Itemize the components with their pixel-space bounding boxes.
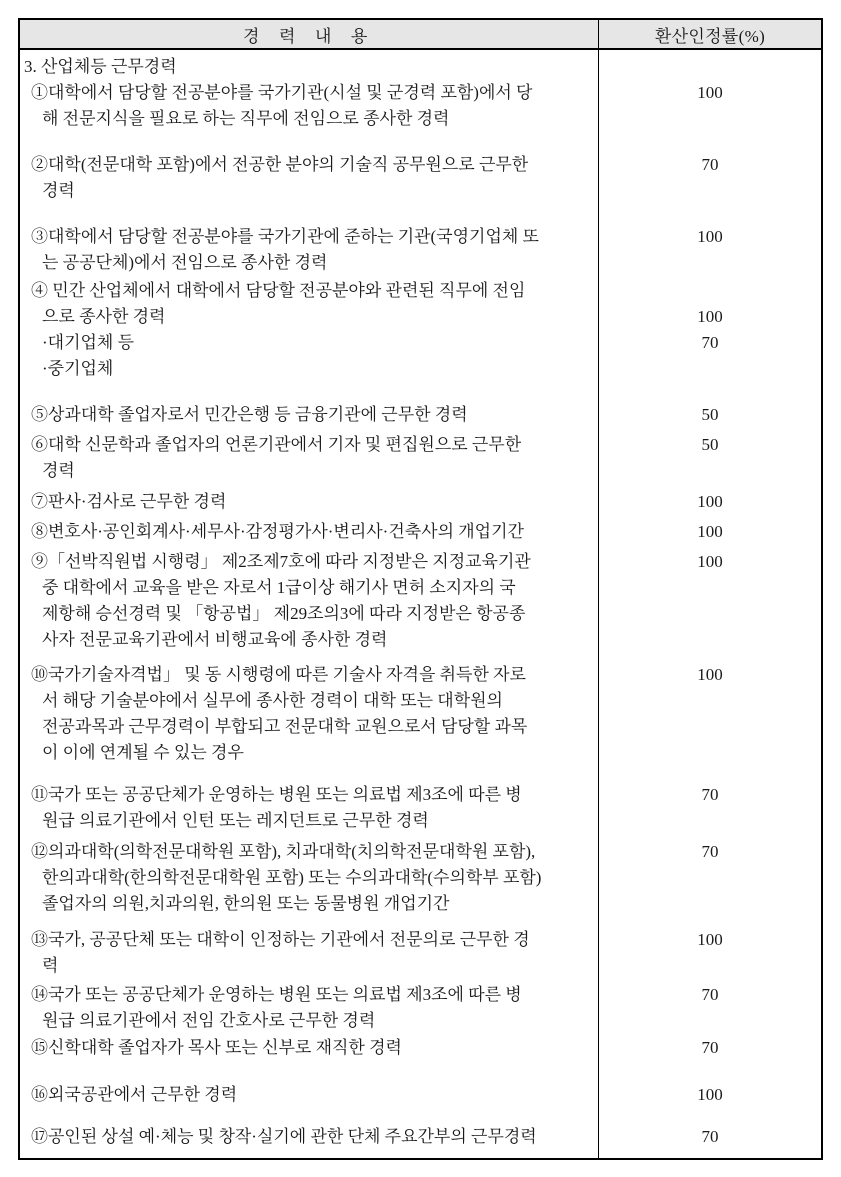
rate-value: 100: [697, 307, 723, 326]
rate-cell: [598, 428, 821, 484]
text-cell: [20, 515, 598, 545]
text-cell: [20, 917, 598, 979]
row-text-line: 력: [42, 956, 59, 975]
rate-value: 70: [701, 985, 719, 1004]
table-row-13: [20, 917, 821, 979]
table-row-17: [20, 1108, 821, 1150]
row-text-line: ⑮신학대학 졸업자가 목사 또는 신부로 재직한 경력: [31, 1038, 402, 1057]
rate-cell: [598, 276, 821, 382]
table-row-8: [20, 515, 821, 545]
rate-cell: [598, 834, 821, 917]
rate-cell: [598, 766, 821, 834]
row-text-line: ⑥대학 신문학과 졸업자의 언론기관에서 기자 및 편집원으로 근무한: [31, 435, 522, 454]
table-row-5: [20, 382, 821, 428]
text-cell: [20, 834, 598, 917]
row-text-line: 전공과목과 근무경력이 부합되고 전문대학 교원으로서 담당할 과목: [42, 717, 528, 736]
rate-value: 50: [701, 435, 719, 454]
rate-cell: [598, 1034, 821, 1061]
row-text-line: ⑦판사·검사로 근무한 경력: [31, 492, 227, 511]
rate-value: 100: [697, 930, 723, 949]
section-title-row: [20, 50, 821, 80]
row-text-line: 경력: [42, 181, 75, 200]
text-cell: [20, 80, 598, 132]
row-text-line: 졸업자의 의원,치과의원, 한의원 또는 동물병원 개업기간: [42, 894, 450, 913]
text-cell: [20, 766, 598, 834]
text-cell: [20, 276, 598, 382]
rate-value: 70: [701, 1038, 719, 1057]
row-text-line: ⑯외국공관에서 근무한 경력: [31, 1085, 238, 1104]
table-row-7: [20, 484, 821, 515]
row-text-line: 서 해당 기술분야에서 실무에 종사한 경력이 대학 또는 대학원의: [42, 691, 503, 710]
rate-cell: [598, 545, 821, 653]
row-text-line: 으로 종사한 경력: [42, 307, 166, 326]
row-text-line: ③대학에서 담당할 전공분야를 국가기관에 준하는 기관(국영기업체 또: [31, 227, 539, 246]
rate-cell: [598, 1108, 821, 1150]
career-rate-table: [18, 18, 823, 1160]
rate-value: 70: [701, 333, 719, 352]
table-header-row: [20, 20, 821, 50]
rate-cell: [598, 515, 821, 545]
row-text-line: 해 전문지식을 필요로 하는 직무에 전임으로 종사한 경력: [42, 109, 450, 128]
rate-value: 50: [701, 405, 719, 424]
row-text-line: ⑭국가 또는 공공단체가 운영하는 병원 또는 의료법 제3조에 따른 병: [31, 985, 522, 1004]
row-subitem-line: ·중기업체: [42, 359, 114, 378]
table-row-14: [20, 979, 821, 1034]
row-text-line: ⑩국가기술자격법」 및 동 시행령에 따른 기술사 자격을 취득한 자로: [31, 665, 526, 684]
text-cell: [20, 204, 598, 276]
text-cell: [20, 428, 598, 484]
text-cell: [20, 653, 598, 766]
text-cell: [20, 979, 598, 1034]
rate-value: 100: [697, 552, 723, 571]
row-text-line: 한의과대학(한의학전문대학원 포함) 또는 수의과대학(수의학부 포함): [42, 868, 542, 887]
rate-cell: [598, 1150, 821, 1158]
rate-value: 70: [701, 155, 719, 174]
career-content-column-header: 경 력 내 용: [243, 26, 375, 46]
row-text-line: 이 이에 연계될 수 있는 경우: [42, 743, 244, 762]
table-row-12: [20, 834, 821, 917]
table-row-10: [20, 653, 821, 766]
row-text-line: ⑨「선박직원법 시행령」 제2조제7호에 따라 지정받은 지정교육기관: [31, 552, 531, 571]
rate-value: 70: [701, 785, 719, 804]
row-text-line: 원급 의료기관에서 인턴 또는 레지던트로 근무한 경력: [42, 811, 429, 830]
row-text-line: ⑬국가, 공공단체 또는 대학이 인정하는 기관에서 전문의로 근무한 경: [31, 930, 530, 949]
table-body: [20, 50, 821, 1158]
text-cell: [20, 484, 598, 515]
row-text-line: ⑧변호사·공인회계사·세무사·감정평가사·변리사·건축사의 개업기간: [31, 522, 524, 541]
row-text-line: 는 공공단체)에서 전임으로 종사한 경력: [42, 253, 328, 272]
table-row-15: [20, 1034, 821, 1061]
table-row-16: [20, 1061, 821, 1108]
table-row-1: [20, 80, 821, 132]
rate-cell: [598, 50, 821, 80]
table-row-4: [20, 276, 821, 382]
rate-value: 100: [697, 1085, 723, 1104]
rate-cell: [598, 979, 821, 1034]
text-cell: [20, 1034, 598, 1061]
row-text-line: 경력: [42, 461, 75, 480]
text-cell: [20, 382, 598, 428]
conversion-rate-column-header: 환산인정률(%): [598, 20, 821, 48]
section-title: 3. 산업체등 근무경력: [24, 57, 177, 76]
rate-value: 100: [697, 227, 723, 246]
row-text-line: ⑰공인된 상설 예·체능 및 창작·실기에 관한 단체 주요간부의 근무경력: [31, 1127, 537, 1146]
row-text-line: ⑤상과대학 졸업자로서 민간은행 등 금융기관에 근무한 경력: [31, 405, 468, 424]
row-text-line: 중 대학에서 교육을 받은 자로서 1급이상 해기사 면허 소지자의 국: [42, 578, 516, 597]
rate-value: 100: [697, 492, 723, 511]
rate-value: 100: [697, 665, 723, 684]
row-text-line: ①대학에서 담당할 전공분야를 국가기관(시설 및 군경력 포함)에서 당: [31, 83, 533, 102]
rate-value: 100: [697, 522, 723, 541]
rate-cell: [598, 1061, 821, 1108]
filler-row: [20, 1150, 821, 1158]
table-row-6: [20, 428, 821, 484]
row-text-line: ⑪국가 또는 공공단체가 운영하는 병원 또는 의료법 제3조에 따른 병: [31, 785, 522, 804]
text-cell: [20, 1150, 598, 1158]
row-text-line: ④ 민간 산업체에서 대학에서 담당할 전공분야와 관련된 직무에 전임: [31, 281, 526, 300]
rate-cell: [598, 917, 821, 979]
rate-cell: [598, 204, 821, 276]
text-cell: [20, 1061, 598, 1108]
row-text-line: 원급 의료기관에서 전임 간호사로 근무한 경력: [42, 1011, 376, 1030]
text-cell: [20, 1108, 598, 1150]
rate-cell: [598, 484, 821, 515]
table-row-3: [20, 204, 821, 276]
row-subitem-line: ·대기업체 등: [42, 333, 135, 352]
rate-value: 70: [701, 842, 719, 861]
rate-value: 100: [697, 83, 723, 102]
table-row-9: [20, 545, 821, 653]
row-text-line: 사자 전문교육기관에서 비행교육에 종사한 경력: [42, 630, 388, 649]
rate-value: 70: [701, 1127, 719, 1146]
row-text-line: ②대학(전문대학 포함)에서 전공한 분야의 기술직 공무원으로 근무한: [31, 155, 529, 174]
rate-cell: [598, 382, 821, 428]
table-row-2: [20, 132, 821, 204]
section-title-cell: [20, 50, 598, 80]
table-row-11: [20, 766, 821, 834]
rate-cell: [598, 653, 821, 766]
text-cell: [20, 132, 598, 204]
rate-cell: [598, 132, 821, 204]
text-cell: [20, 545, 598, 653]
row-text-line: 제항해 승선경력 및 「항공법」 제29조의3에 따라 지정받은 항공종: [42, 604, 526, 623]
row-text-line: ⑫의과대학(의학전문대학원 포함), 치과대학(치의학전문대학원 포함),: [31, 842, 536, 861]
rate-cell: [598, 80, 821, 132]
